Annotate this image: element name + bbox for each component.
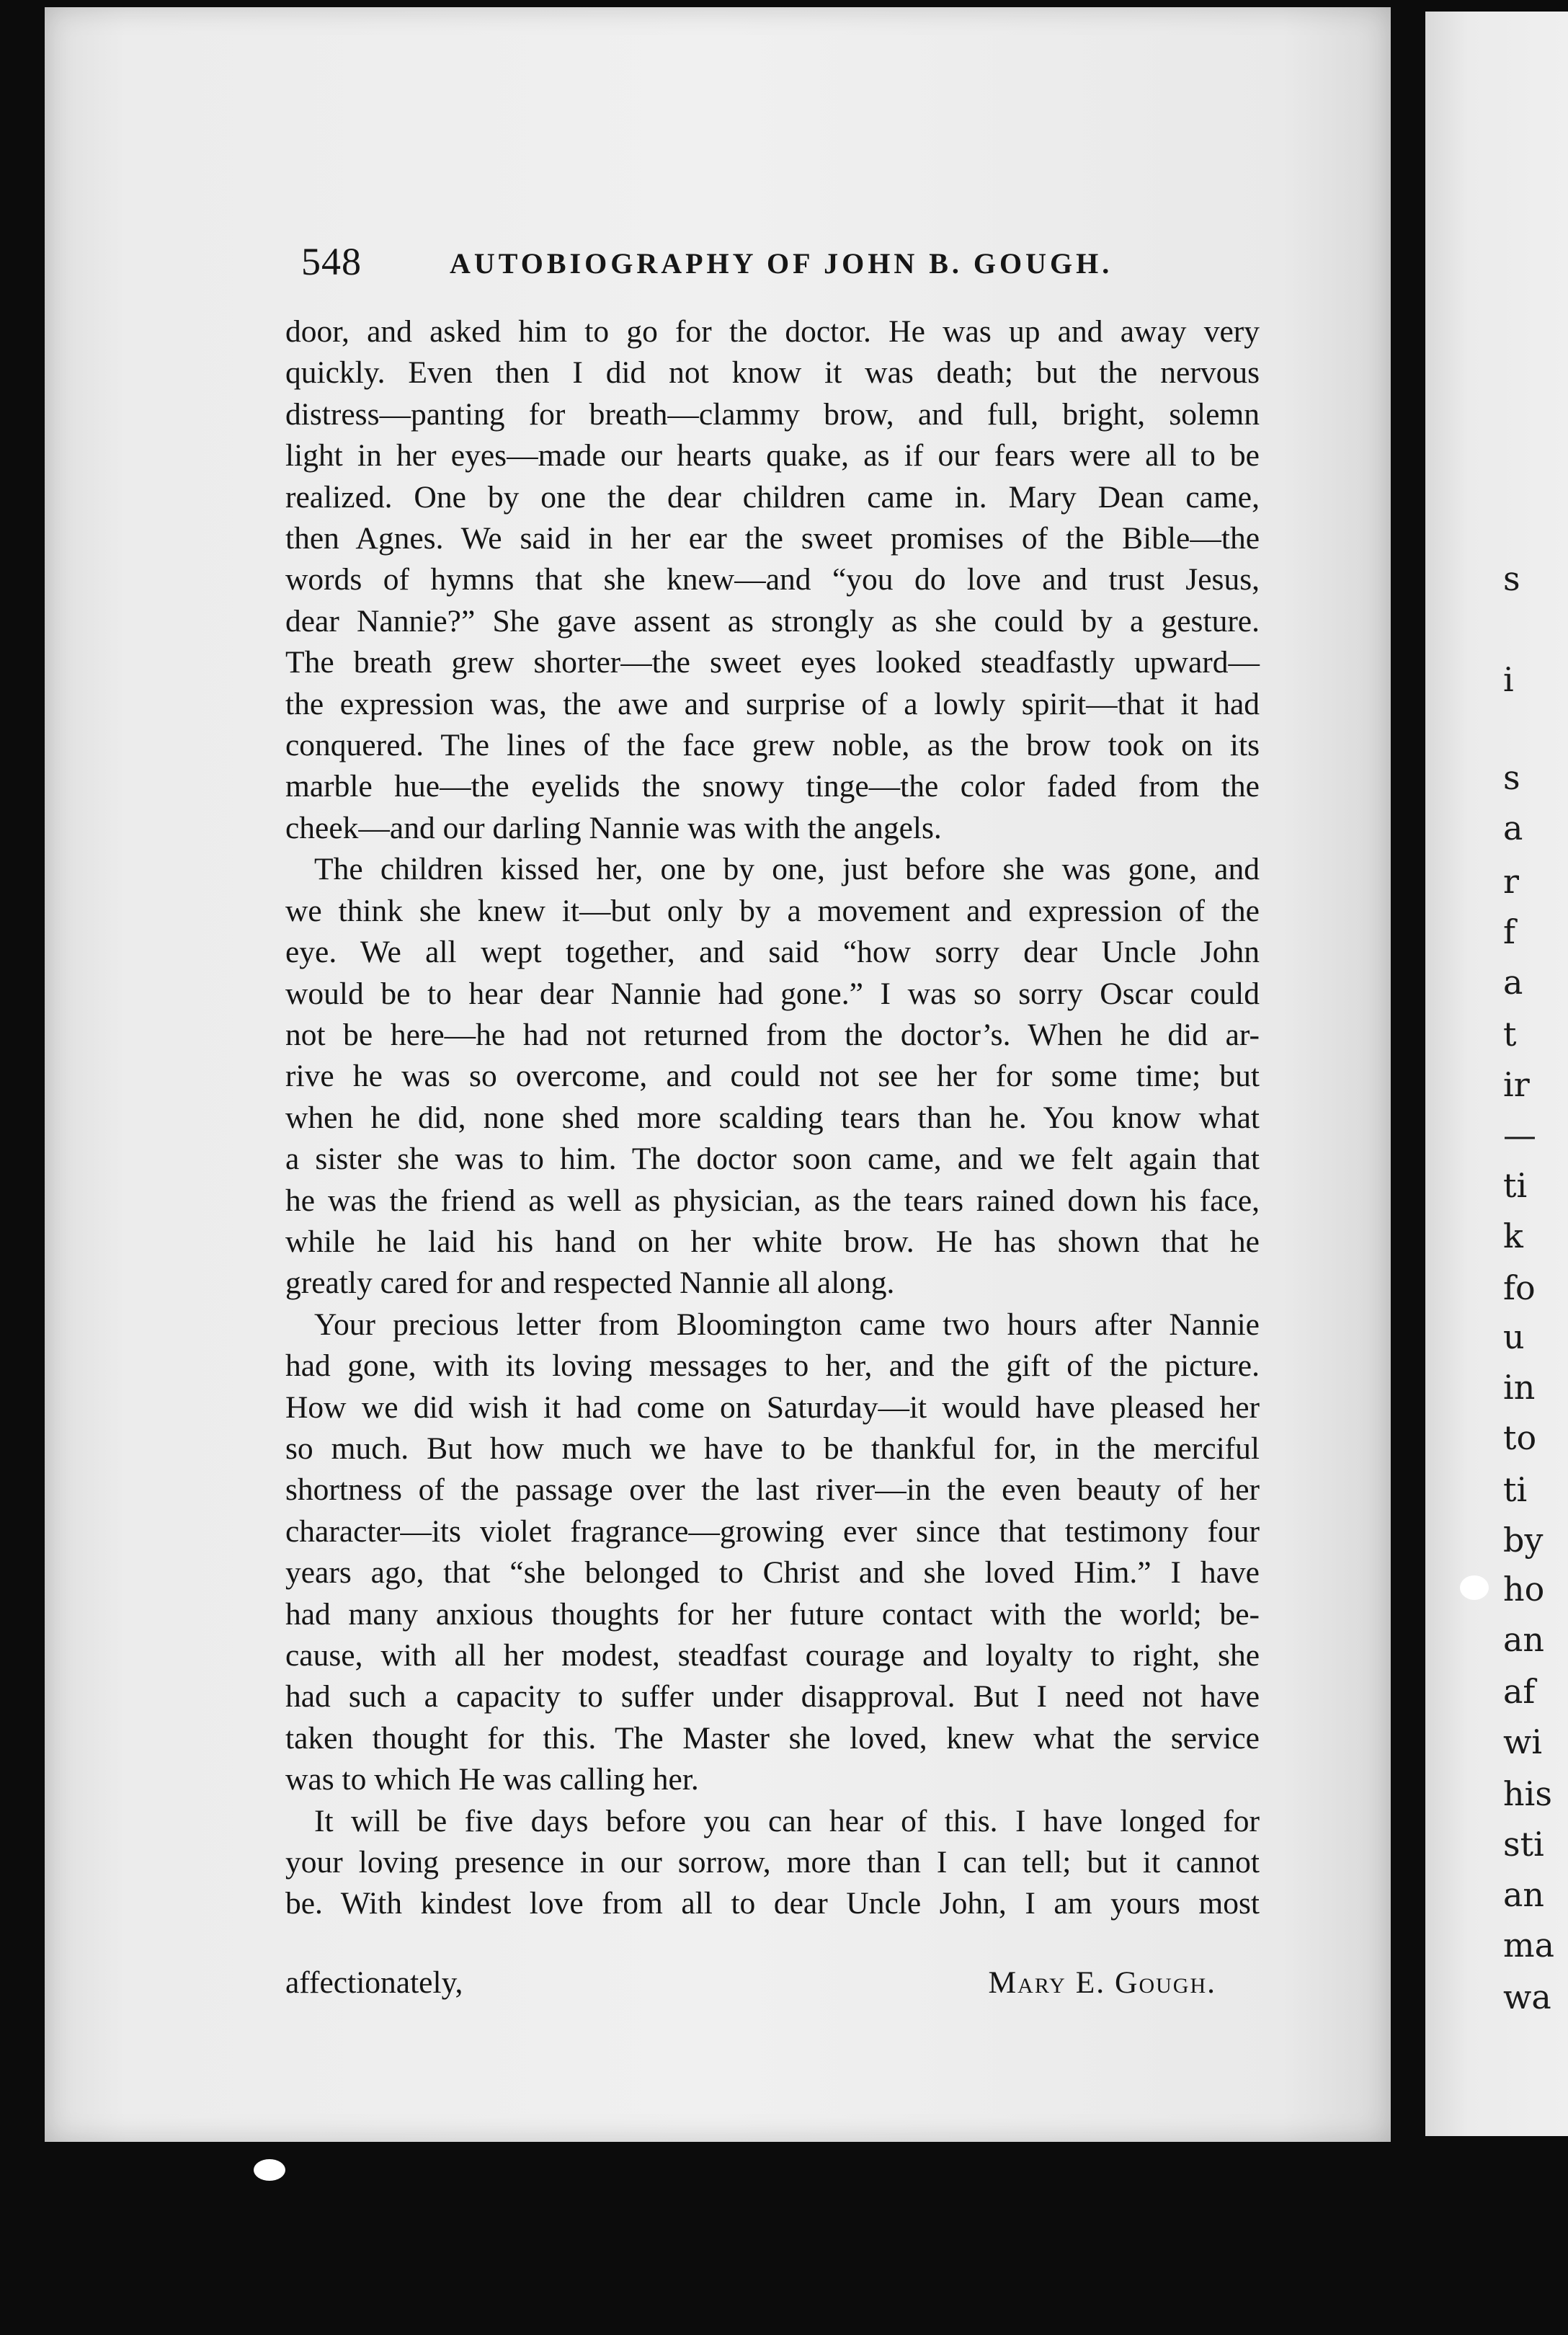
scan-speck <box>254 2159 285 2181</box>
adjacent-page-fragment: f <box>1503 912 1516 951</box>
text-line: then Agnes. We said in her ear the sweet promises of the Bible—the <box>285 521 1260 556</box>
adjacent-page-fragment: k <box>1503 1217 1523 1255</box>
text-line-last: was to which He was calling her. <box>285 1762 699 1797</box>
body-text <box>285 311 1260 1925</box>
text-line: had gone, with its loving messages to her, and the gift of the picture. <box>285 1348 1260 1384</box>
adjacent-page-fragment: a <box>1503 809 1523 848</box>
adjacent-page-fragment: ir <box>1503 1065 1530 1104</box>
adjacent-page-fragment: fo <box>1503 1268 1536 1307</box>
adjacent-page-fragment: by <box>1503 1521 1544 1560</box>
valediction: affectionately, <box>285 1965 463 2000</box>
adjacent-page-fragment: his <box>1503 1774 1552 1813</box>
adjacent-page-fragment: ti <box>1503 1166 1528 1205</box>
text-line: dear Nannie?” She gave assent as strongly as she could by a gesture. <box>285 603 1260 639</box>
text-line: marble hue—the eyelids the snowy tinge—the color faded from the <box>285 769 1260 804</box>
text-line: The children kissed her, one by one, just before she was gone, and <box>314 852 1260 887</box>
adjacent-page-fragment: wi <box>1503 1722 1543 1761</box>
adjacent-page-edge <box>1425 12 1568 2136</box>
text-line: had many anxious thoughts for her future contact with the world; be- <box>285 1596 1260 1632</box>
text-line-last: greatly cared for and respected Nannie all along. <box>285 1266 895 1301</box>
text-line: your loving presence in our sorrow, more than I can tell; but it cannot <box>285 1845 1260 1880</box>
adjacent-page-fragment: ti <box>1503 1470 1528 1509</box>
text-line: would be to hear dear Nannie had gone.” I was so sorry Oscar could <box>285 976 1260 1011</box>
adjacent-page-fragment: r <box>1503 862 1519 901</box>
text-line: not be here—he had not returned from the doctor’s. When he did ar- <box>285 1017 1260 1052</box>
adjacent-page-fragment: u <box>1503 1317 1525 1356</box>
adjacent-page-fragment: a <box>1503 963 1523 1002</box>
text-line: he was the friend as well as physician, as the tears rained down his face, <box>285 1183 1260 1218</box>
adjacent-page-fragment: wa <box>1503 1978 1551 2016</box>
text-line: door, and asked him to go for the doctor. He was up and away very <box>285 314 1260 349</box>
adjacent-page-fragment: i <box>1503 660 1514 699</box>
adjacent-page-fragment: s <box>1503 559 1520 598</box>
text-line: so much. But how much we have to be thankful for, in the merciful <box>285 1431 1260 1466</box>
text-line: rive he was so overcome, and could not see her for some time; but <box>285 1059 1260 1094</box>
adjacent-page-fragment: — <box>1503 1116 1536 1155</box>
adjacent-page-fragment: af <box>1503 1672 1536 1711</box>
adjacent-page-fragment: ma <box>1503 1926 1555 1965</box>
text-line: when he did, none shed more scalding tears than he. You know what <box>285 1100 1260 1135</box>
text-line: be. With kindest love from all to dear Uncle John, I am yours most <box>285 1886 1260 1921</box>
adjacent-page-fragment: s <box>1503 758 1520 797</box>
text-line: conquered. The lines of the face grew noble, as the brow took on its <box>285 728 1260 763</box>
text-line: a sister she was to him. The doctor soon came, and we felt again that <box>285 1142 1260 1177</box>
text-line: had such a capacity to suffer under disapproval. But I need not have <box>285 1679 1260 1714</box>
signature: Mary E. Gough. <box>988 1965 1216 2000</box>
text-line: the expression was, the awe and surprise of a lowly spirit—that it had <box>285 686 1260 721</box>
text-line: we think she knew it—but only by a movement and expression of the <box>285 893 1260 928</box>
text-line: years ago, that “she belonged to Christ and she loved Him.” I have <box>285 1555 1260 1591</box>
text-line: How we did wish it had come on Saturday—it would have pleased her <box>285 1389 1260 1425</box>
adjacent-page-fragment: ho <box>1503 1570 1545 1609</box>
adjacent-page-fragment: in <box>1503 1368 1536 1407</box>
running-head: AUTOBIOGRAPHY OF JOHN B. GOUGH. <box>450 247 1113 280</box>
text-line: while he laid his hand on her white brow. He has shown that he <box>285 1224 1260 1259</box>
text-line: realized. One by one the dear children came in. Mary Dean came, <box>285 479 1260 515</box>
text-line: taken thought for this. The Master she loved, knew what the service <box>285 1720 1260 1756</box>
page-header <box>301 239 1267 283</box>
text-line: The breath grew shorter—the sweet eyes looked steadfastly upward— <box>285 645 1260 680</box>
text-line: light in her eyes—made our hearts quake, as if our fears were all to be <box>285 438 1260 473</box>
adjacent-page-fragment: an <box>1503 1875 1545 1914</box>
text-line: character—its violet fragrance—growing ever since that testimony four <box>285 1513 1260 1549</box>
text-line: distress—panting for breath—clammy brow, and full, bright, solemn <box>285 396 1260 432</box>
text-line: eye. We all wept together, and said “how sorry dear Uncle John <box>285 935 1260 970</box>
text-line: cause, with all her modest, steadfast courage and loyalty to right, she <box>285 1638 1260 1673</box>
page-number: 548 <box>301 240 362 283</box>
text-line: quickly. Even then I did not know it was death; but the nervous <box>285 355 1260 391</box>
text-line: Your precious letter from Bloomington came two hours after Nannie <box>314 1307 1260 1342</box>
text-line: words of hymns that she knew—and “you do love and trust Jesus, <box>285 562 1260 597</box>
adjacent-page-fragment: t <box>1503 1015 1517 1054</box>
adjacent-page-fragment: an <box>1503 1620 1545 1659</box>
text-line-last: cheek—and our darling Nannie was with the angels. <box>285 810 942 845</box>
text-line: It will be five days before you can hear of this. I have longed for <box>314 1803 1260 1838</box>
scan-speck <box>1460 1575 1489 1600</box>
adjacent-page-fragment: sti <box>1503 1825 1544 1864</box>
adjacent-page-fragment: to <box>1503 1418 1537 1457</box>
text-line: shortness of the passage over the last river—in the even beauty of her <box>285 1472 1260 1508</box>
